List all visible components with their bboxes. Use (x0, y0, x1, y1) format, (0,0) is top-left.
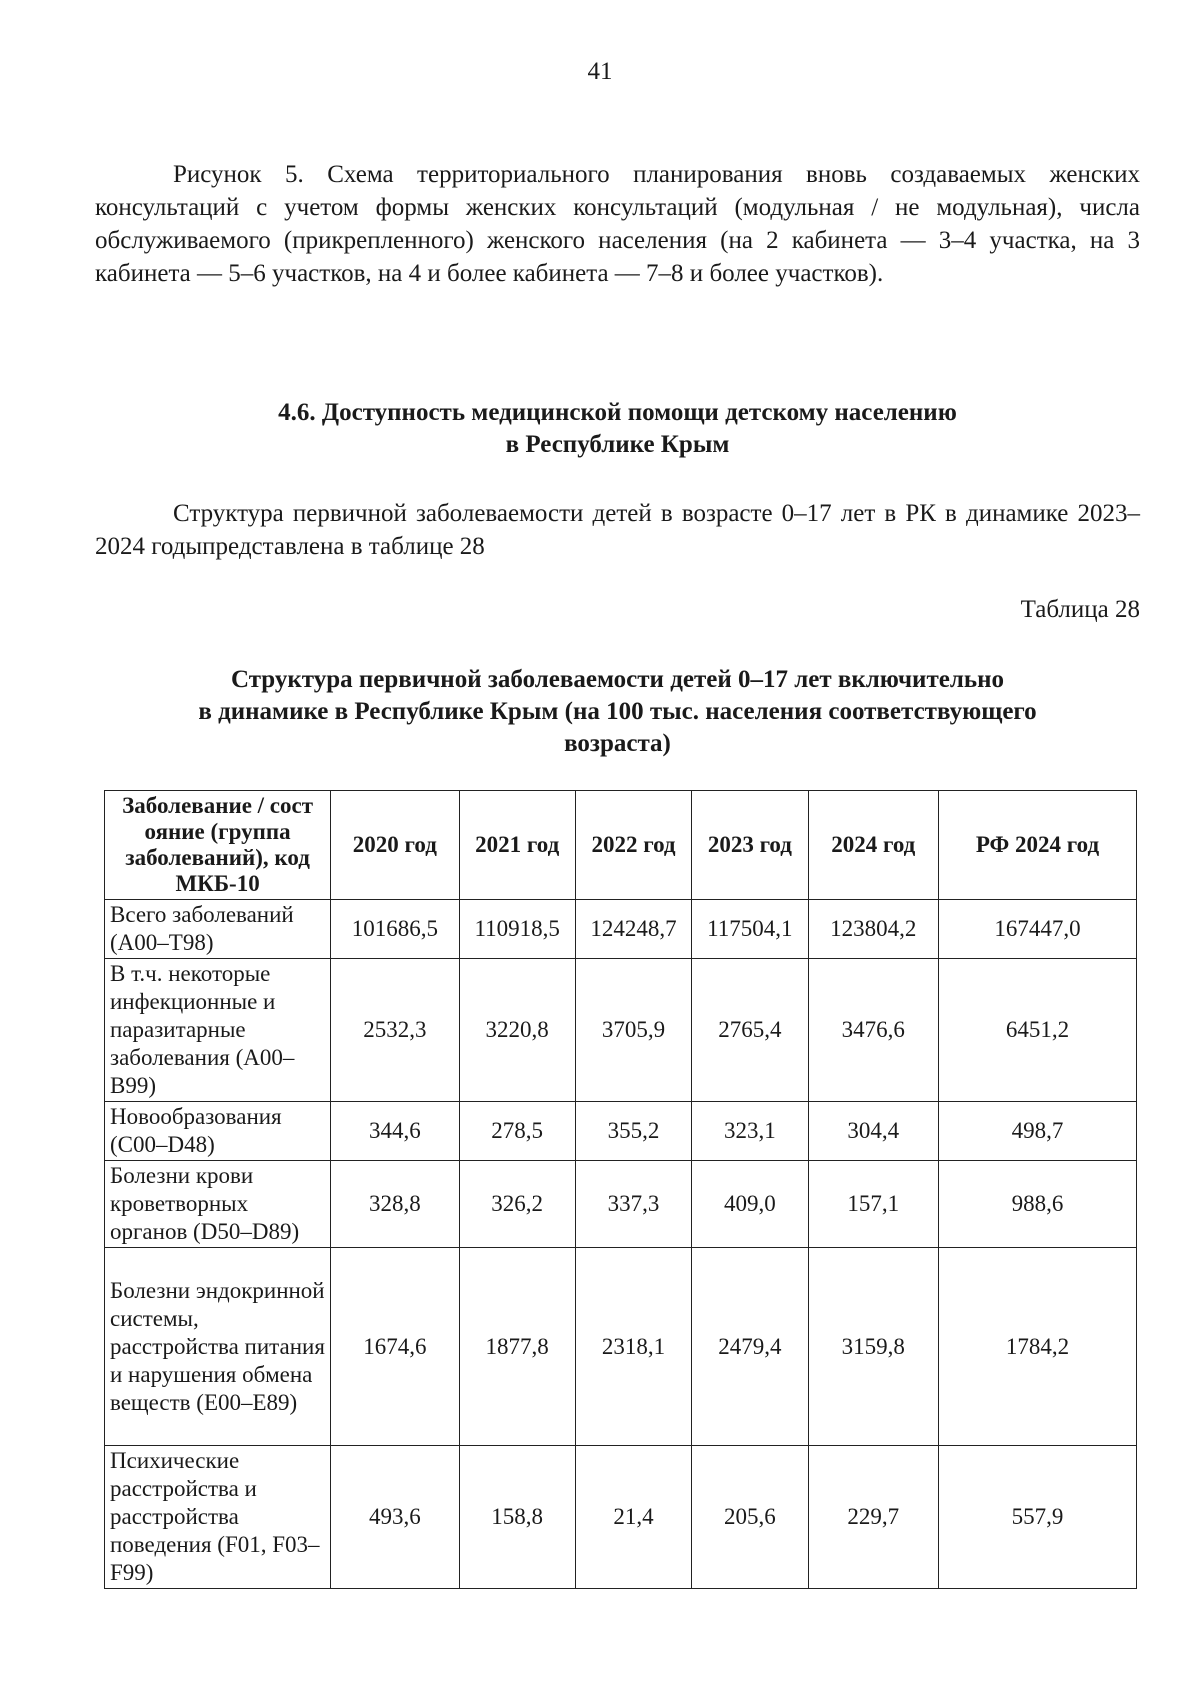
cell-2024: 229,7 (808, 1446, 938, 1589)
cell-rf-2024: 557,9 (939, 1446, 1137, 1589)
cell-rf-2024: 1784,2 (939, 1248, 1137, 1446)
table-row (105, 1446, 1137, 1589)
table-title-line-2: в динамике в Республике Крым (на 100 тыс. населения соответствующего (198, 698, 1037, 725)
cell-2022: 3705,9 (575, 959, 691, 1102)
cell-2022: 124248,7 (575, 900, 691, 959)
cell-2024: 123804,2 (808, 900, 938, 959)
page-number: 41 (587, 58, 613, 85)
cell-2024: 157,1 (808, 1161, 938, 1248)
row-name: Болезни крови кроветворных органов (D50–D89) (105, 1161, 331, 1248)
table-row (105, 900, 1137, 959)
cell-2020: 101686,5 (331, 900, 459, 959)
section-title-line-1: 4.6. Доступность медицинской помощи детскому населению (278, 399, 957, 426)
cell-2021: 3220,8 (459, 959, 575, 1102)
cell-2022: 355,2 (575, 1102, 691, 1161)
header-2022: 2022 год (575, 791, 691, 900)
row-name: Всего заболеваний (А00–Т98) (105, 900, 331, 959)
table-title-line-1: Структура первичной заболеваемости детей 0–17 лет включительно (231, 666, 1004, 693)
header-2020: 2020 год (331, 791, 459, 900)
intro-paragraph: Структура первичной заболеваемости детей в возрасте 0–17 лет в РК в динамике 2023–2024 годыпредставлена в таблице 28 (95, 500, 1140, 560)
cell-2021: 110918,5 (459, 900, 575, 959)
cell-2021: 326,2 (459, 1161, 575, 1248)
section-title (95, 397, 1140, 461)
header-2023: 2023 год (692, 791, 808, 900)
figure-caption: Рисунок 5. Схема территориального планирования вновь создаваемых женских консультаций с учетом формы женских консультаций (модульная / не модульная), числа обслуживаемого (прикрепленного) женского населения (на 2 кабинета — 3–4 участка, на 3 кабинета — 5–6 участков, на 4 и более кабинета — 7–8 и более участков). (95, 161, 1140, 287)
cell-2023: 205,6 (692, 1446, 808, 1589)
cell-2023: 2479,4 (692, 1248, 808, 1446)
table-row (105, 1161, 1137, 1248)
cell-2020: 1674,6 (331, 1248, 459, 1446)
row-name: В т.ч. некоторые инфекционные и паразитарные заболевания (А00–В99) (105, 959, 331, 1102)
cell-2022: 21,4 (575, 1446, 691, 1589)
cell-rf-2024: 498,7 (939, 1102, 1137, 1161)
cell-2024: 304,4 (808, 1102, 938, 1161)
row-name: Новообразования (С00–D48) (105, 1102, 331, 1161)
cell-2021: 158,8 (459, 1446, 575, 1589)
cell-2022: 337,3 (575, 1161, 691, 1248)
header-rf-2024: РФ 2024 год (939, 791, 1137, 900)
cell-2023: 2765,4 (692, 959, 808, 1102)
cell-2020: 2532,3 (331, 959, 459, 1102)
cell-2023: 409,0 (692, 1161, 808, 1248)
cell-rf-2024: 988,6 (939, 1161, 1137, 1248)
table-row (105, 959, 1137, 1102)
table-row (105, 1248, 1137, 1446)
cell-2023: 117504,1 (692, 900, 808, 959)
cell-2021: 1877,8 (459, 1248, 575, 1446)
row-name: Болезни эндокринной системы, расстройства питания и нарушения обмена веществ (Е00–Е89) (105, 1248, 331, 1446)
cell-2024: 3159,8 (808, 1248, 938, 1446)
row-name: Психические расстройства и расстройства поведения (F01, F03–F99) (105, 1446, 331, 1589)
table-header-row (105, 791, 1137, 900)
header-2021: 2021 год (459, 791, 575, 900)
morbidity-table (104, 790, 1137, 1589)
cell-2020: 328,8 (331, 1161, 459, 1248)
table-title (95, 664, 1140, 760)
cell-2020: 344,6 (331, 1102, 459, 1161)
cell-rf-2024: 6451,2 (939, 959, 1137, 1102)
cell-2020: 493,6 (331, 1446, 459, 1589)
header-disease: Заболевание / сост ояние (группа заболеваний), код МКБ-10 (105, 791, 331, 900)
cell-rf-2024: 167447,0 (939, 900, 1137, 959)
table-title-line-3: возраста) (564, 730, 671, 757)
cell-2021: 278,5 (459, 1102, 575, 1161)
cell-2022: 2318,1 (575, 1248, 691, 1446)
section-title-line-2: в Республике Крым (505, 431, 730, 458)
cell-2024: 3476,6 (808, 959, 938, 1102)
header-2024: 2024 год (808, 791, 938, 900)
cell-2023: 323,1 (692, 1102, 808, 1161)
table-label: Таблица 28 (1020, 596, 1140, 623)
table-row (105, 1102, 1137, 1161)
